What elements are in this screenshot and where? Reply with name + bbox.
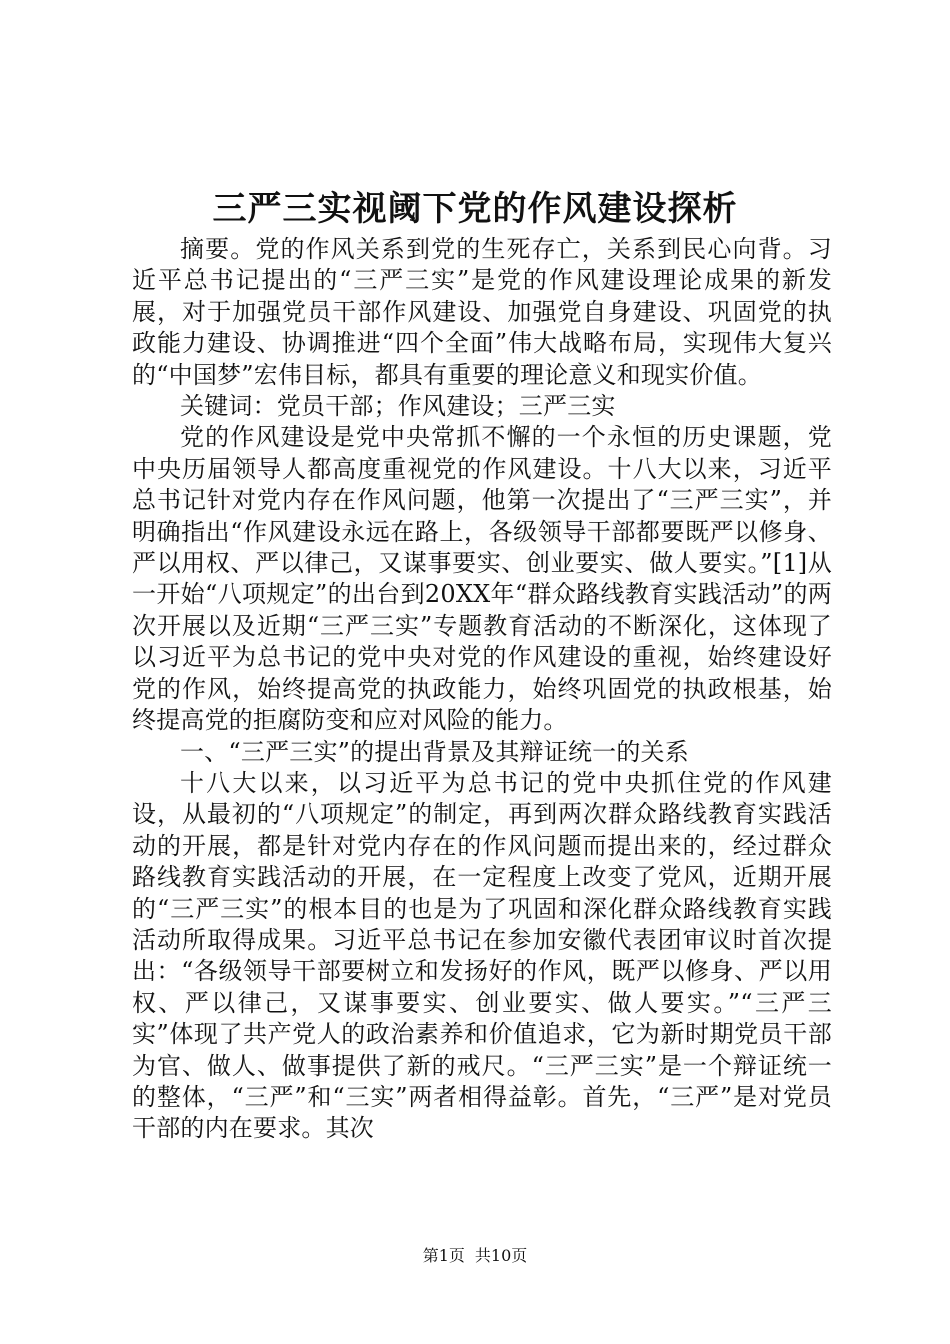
abstract-paragraph: 摘要。党的作风关系到党的生死存亡，关系到民心向背。习近平总书记提出的“三严三实”是党的作风建设理论成果的新发展，对于加强党员干部作风建设、加强党自身建设、巩固党的执政能力建设、协调推进“四个全面”伟大战略布局，实现伟大复兴的“中国梦”宏伟目标，都具有重要的理论意义和现实价值。 [132, 235, 832, 389]
keywords-paragraph: 关键词：党员干部；作风建设；三严三实 [180, 392, 616, 421]
document-title: 三严三实视阈下党的作风建设探析 [212, 189, 738, 229]
page-footer [0, 1244, 950, 1268]
page-total: 共10页 [474, 1246, 528, 1265]
document-body [132, 234, 832, 1145]
body-paragraph: 党的作风建设是党中央常抓不懈的一个永恒的历史课题，党中央历届领导人都高度重视党的作风建设。十八大以来，习近平总书记针对党内存在作风问题，他第一次提出了“三严三实”，并明确指出“作风建设永远在路上，各级领导干部都要既严以修身、严以用权、严以律己，又谋事要实、创业要实、做人要实。”[1]从一开始“八项规定”的出台到20XX年“群众路线教育实践活动”的两次开展以及近期“三严三实”专题教育活动的不断深化，这体现了以习近平为总书记的党中央对党的作风建设的重视，始终建设好党的作风，始终提高党的执政能力，始终巩固党的执政根基，始终提高党的拒腐防变和应对风险的能力。 [132, 423, 832, 735]
page-number: 第1页 [422, 1246, 465, 1265]
body-paragraph: 十八大以来，以习近平为总书记的党中央抓住党的作风建设，从最初的“八项规定”的制定，再到两次群众路线教育实践活动的开展，都是针对党内存在的作风问题而提出来的，经过群众路线教育实践活动的开展，在一定程度上改变了党风，近期开展的“三严三实”的根本目的也是为了巩固和深化群众路线教育实践活动所取得成果。习近平总书记在参加安徽代表团审议时首次提出：“各级领导干部要树立和发扬好的作风，既严以修身、严以用权、严以律己，又谋事要实、创业要实、做人要实。”“三严三实”体现了共产党人的政治素养和价值追求，它为新时期党员干部为官、做人、做事提供了新的戒尺。“三严三实”是一个辩证统一的整体，“三严”和“三实”两者相得益彰。首先，“三严”是对党员干部的内在要求。其次 [132, 768, 832, 1143]
section-heading: 一、“三严三实”的提出背景及其辩证统一的关系 [180, 737, 689, 766]
